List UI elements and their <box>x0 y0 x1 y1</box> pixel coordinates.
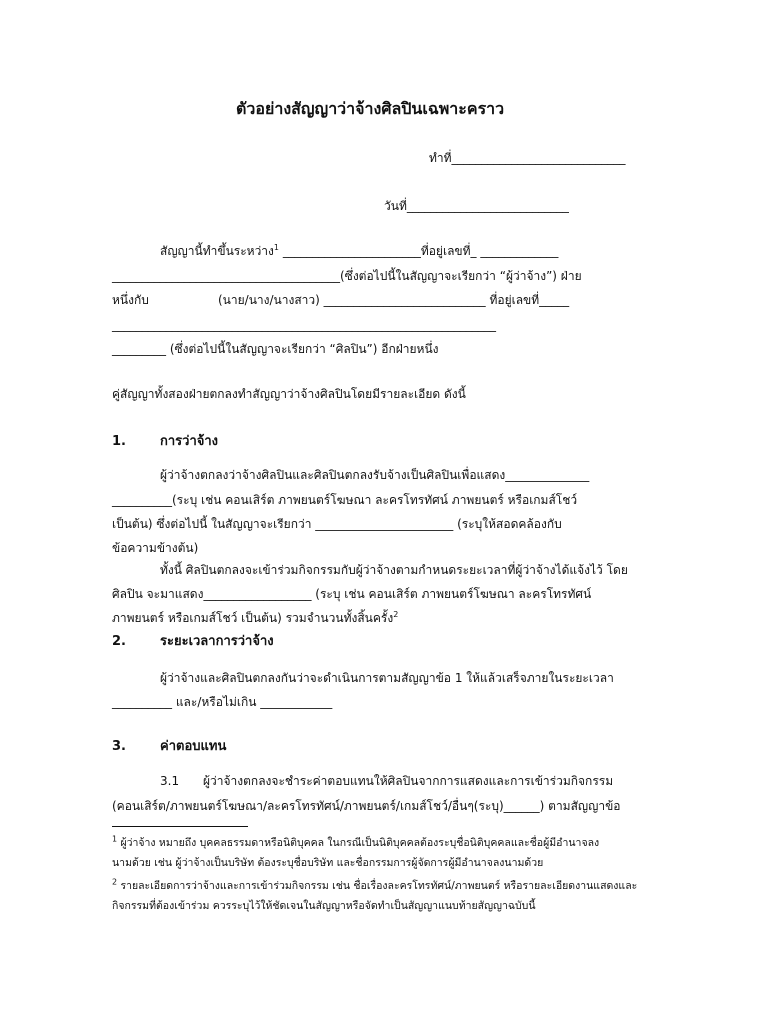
employer-name-blank: _______________________ที่อยู่เลขที่_ _____________ <box>279 244 559 258</box>
section-1-line-1: ผู้ว่าจ้างตกลงว่าจ้างศิลปินและศิลปินตกลงรับจ้างเป็นศิลปินเพื่อแสดง______________ <box>160 468 590 482</box>
section-1-line-7-text: ภาพยนตร์ หรือเกมส์โชว์ เป็นต้น) รวมจำนวนทั้งสิ้นครั้ง <box>112 611 394 625</box>
parties-line-3: (นาย/นาง/นางสาว) ___________________________ ที่อยู่เลขที่_____ <box>218 293 570 307</box>
section-3-heading: ค่าตอบแทน <box>160 739 227 754</box>
section-2-line-2: __________ และ/หรือไม่เกิน ____________ <box>112 695 333 709</box>
section-1-line-6: ศิลปิน จะมาแสดง__________________ (ระบุ เช่น คอนเสิร์ต ภาพยนตร์โฆษณา ละครโทรทัศน์ <box>112 587 592 601</box>
footnote-separator <box>112 826 248 827</box>
footnote-1-line-2: นามด้วย เช่น ผู้ว่าจ้างเป็นบริษัท ต้องระบุชื่อบริษัท และชื่อกรรมการผู้จัดการผู้มีอำนาจลงนามด้วย <box>112 857 544 869</box>
section-1-heading: การว่าจ้าง <box>160 434 219 449</box>
section-1-line-7 <box>112 610 398 626</box>
document-title: ตัวอย่างสัญญาว่าจ้างศิลปินเฉพาะคราว <box>236 99 505 118</box>
footnote-2-marker: 2 <box>112 877 118 887</box>
section-1-number: 1. <box>112 434 126 449</box>
footnote-2-line-2: กิจกรรมที่ต้องเข้าร่วม ควรระบุไว้ให้ชัดเจนในสัญญาหรือจัดทำเป็นสัญญาแนบท้ายสัญญาฉบับนี้ <box>112 900 536 912</box>
clause-3-1-line-2: (คอนเสิร์ต/ภาพยนตร์โฆษณา/ละครโทรทัศน์/ภาพยนตร์/เกมส์โชว์/อื่นๆ(ระบุ)______) ตามสัญญาข้อ <box>112 799 621 813</box>
section-3-number: 3. <box>112 739 126 754</box>
clause-3-1-text: ผู้ว่าจ้างตกลงจะชำระค่าตอบแทนให้ศิลปินจากการแสดงและการเข้าร่วมกิจกรรม <box>203 774 614 788</box>
agreement-intro: คู่สัญญาทั้งสองฝ่ายตกลงทำสัญญาว่าจ้างศิลปินโดยมีรายละเอียด ดังนี้ <box>112 387 466 401</box>
section-2-heading: ระยะเวลาการว่าจ้าง <box>160 634 274 649</box>
section-1-line-3: เป็นต้น) ซึ่งต่อไปนี้ ในสัญญาจะเรียกว่า _______________________ (ระบุให้สอดคล้องกับ <box>112 517 562 531</box>
footnote-2-line-1 <box>112 879 637 893</box>
parties-intro: สัญญานี้ทำขึ้นระหว่าง <box>160 244 274 258</box>
footnote-2-text: รายละเอียดการว่าจ้างและการเข้าร่วมกิจกรรม เช่น ชื่อเรื่องละครโทรทัศน์/ภาพยนตร์ หรือรายละเอียดงานแสดงและ <box>120 880 638 892</box>
parties-line-5: _________ (ซึ่งต่อไปนี้ในสัญญาจะเรียกว่า “ศิลปิน”) อีกฝ่ายหนึ่ง <box>112 342 439 356</box>
parties-line-4: ________________________________________________________________ <box>112 318 496 332</box>
made-at-line: ทำที่_____________________________ <box>429 151 626 165</box>
parties-line-3-label: หนึ่งกับ <box>112 293 149 307</box>
footnote-marker-2: 2 <box>393 610 399 619</box>
footnote-1-marker: 1 <box>112 834 118 844</box>
section-1-line-2: __________(ระบุ เช่น คอนเสิร์ต ภาพยนตร์โฆษณา ละครโทรทัศน์ ภาพยนตร์ หรือเกมส์โชว์ <box>112 493 578 507</box>
section-2-number: 2. <box>112 634 126 649</box>
parties-line-1 <box>160 243 558 259</box>
footnote-marker-1: 1 <box>273 243 279 252</box>
clause-3-1-number: 3.1 <box>160 774 180 788</box>
section-1-line-5: ทั้งนี้ ศิลปินตกลงจะเข้าร่วมกิจกรรมกับผู้ว่าจ้างตามกำหนดระยะเวลาที่ผู้ว่าจ้างได้แจ้งไว้ โดย <box>160 563 628 577</box>
parties-line-2: ______________________________________(ซึ่งต่อไปนี้ในสัญญาจะเรียกว่า “ผู้ว่าจ้าง”) ฝ่าย <box>112 269 582 283</box>
footnote-1-text: ผู้ว่าจ้าง หมายถึง บุคคลธรรมดาหรือนิติบุคคล ในกรณีเป็นนิติบุคคลต้องระบุชื่อนิติบุคคลและชื่อผู้มีอำนาจลง <box>120 837 600 849</box>
section-1-line-4: ข้อความข้างต้น) <box>112 541 199 555</box>
date-line: วันที่___________________________ <box>384 199 569 213</box>
section-2-line-1: ผู้ว่าจ้างและศิลปินตกลงกันว่าจะดำเนินการตามสัญญาข้อ 1 ให้แล้วเสร็จภายในระยะเวลา <box>160 671 614 685</box>
footnote-1-line-1 <box>112 836 599 850</box>
